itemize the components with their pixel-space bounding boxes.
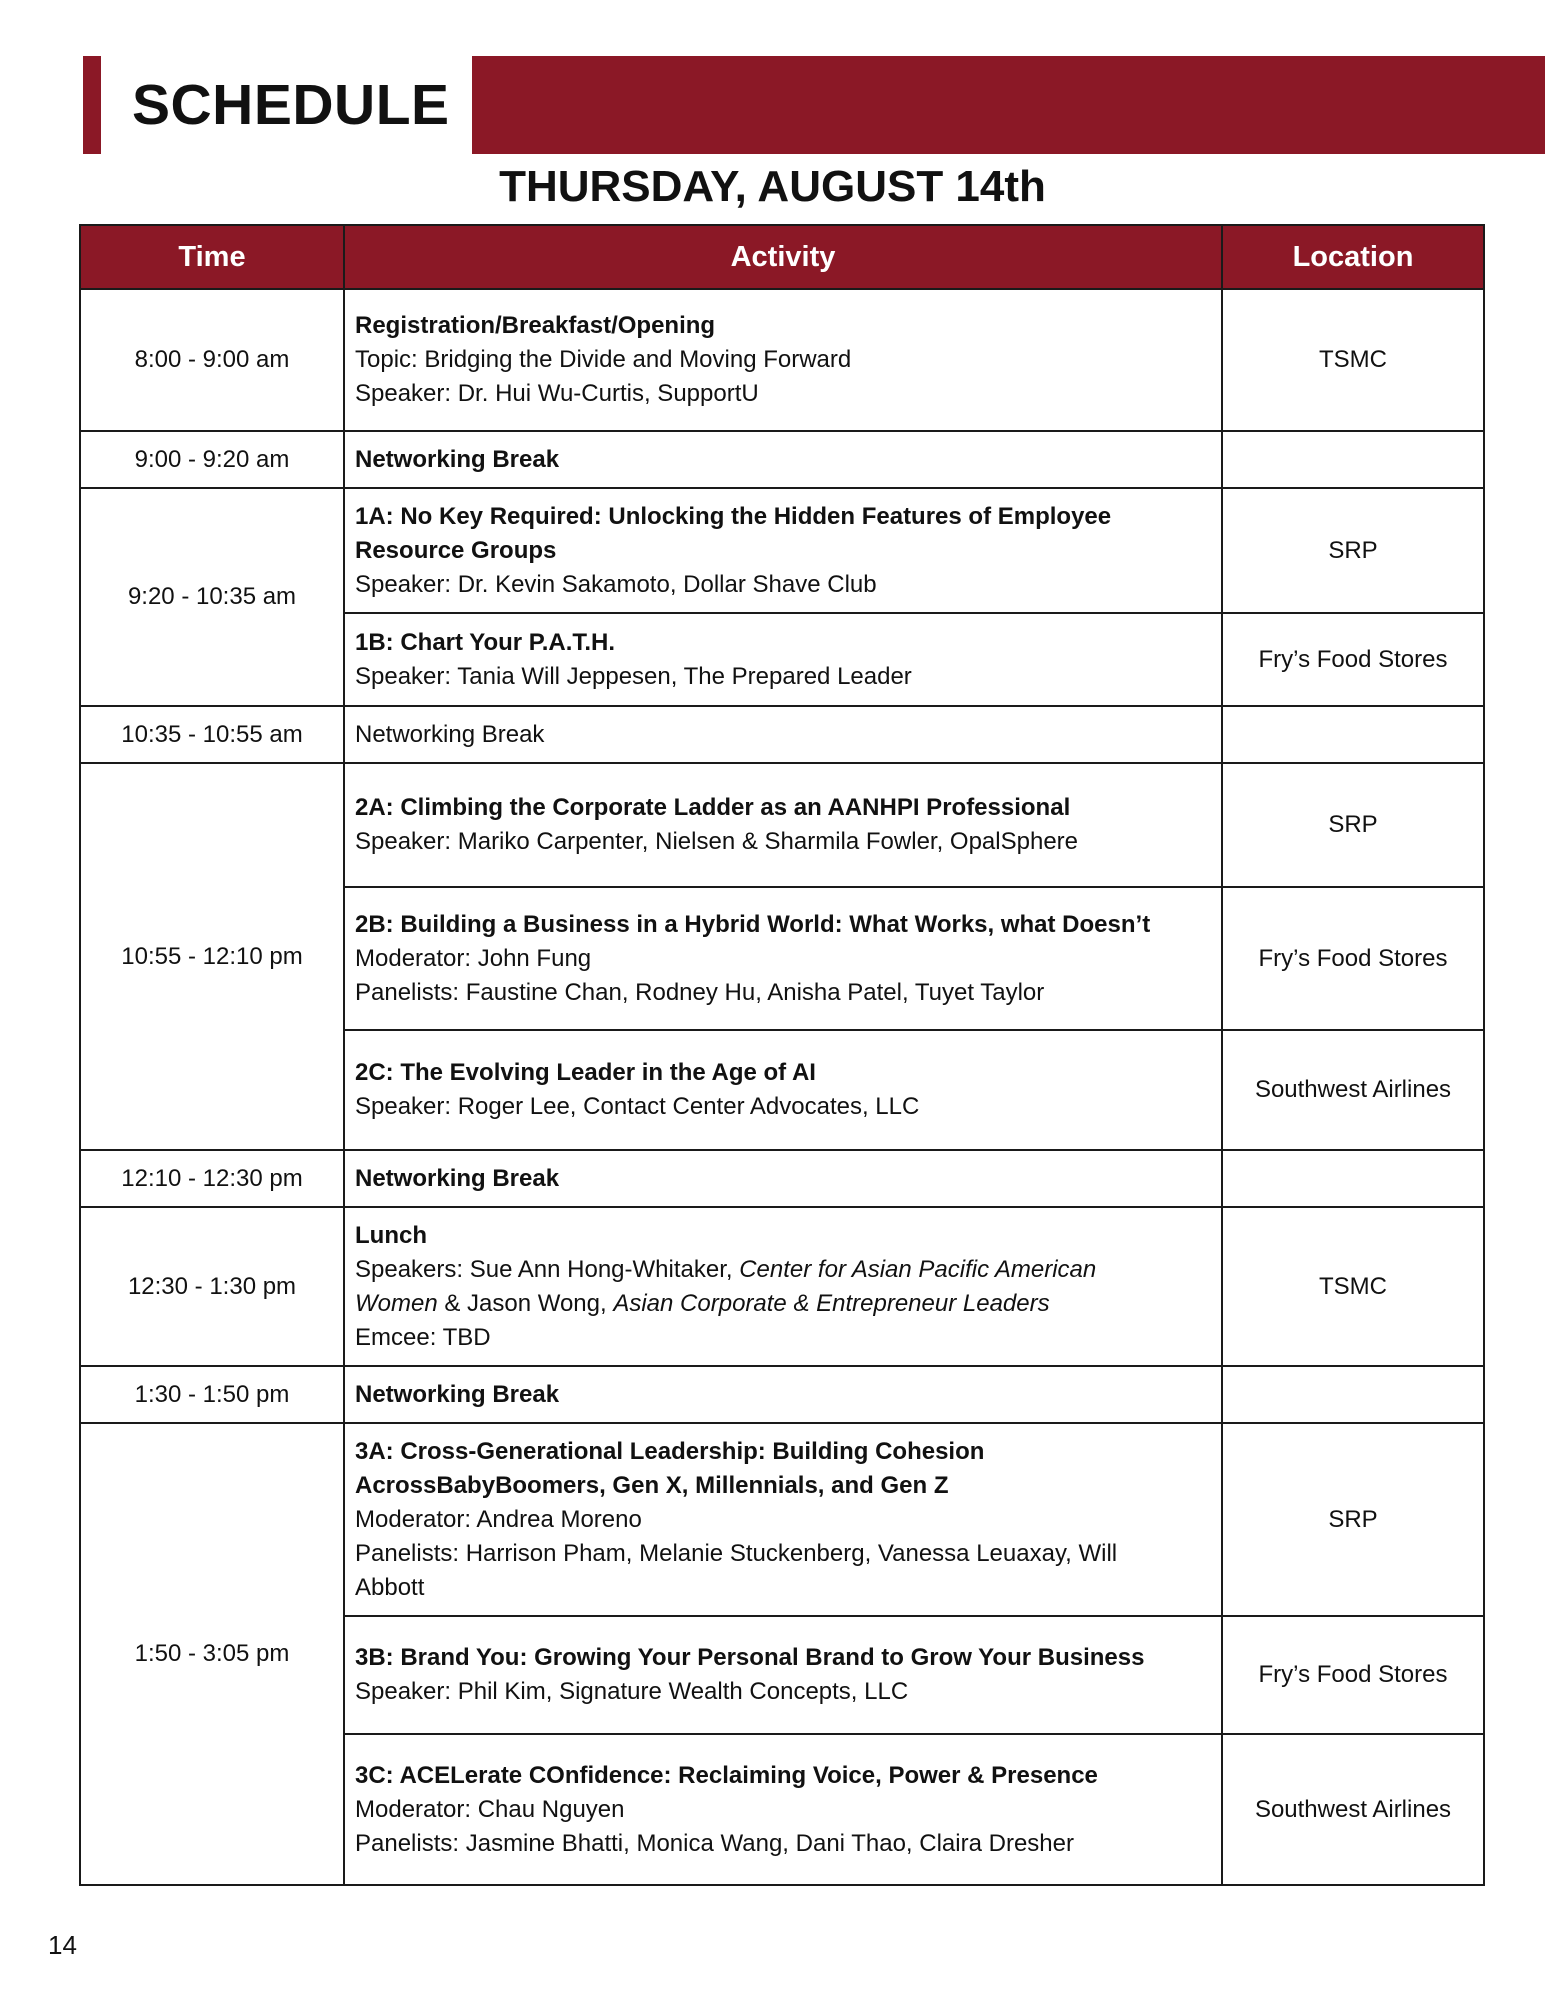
table-row (80, 1150, 1484, 1207)
location-cell: SRP (1222, 1423, 1484, 1616)
location-cell: Southwest Airlines (1222, 1734, 1484, 1885)
time-cell: 10:35 - 10:55 am (80, 706, 344, 763)
table-header-row (80, 225, 1484, 289)
time-cell: 1:50 - 3:05 pm (80, 1423, 344, 1885)
organization-name: Women (355, 1289, 438, 1317)
location-cell: Fry’s Food Stores (1222, 887, 1484, 1030)
location-cell: Fry’s Food Stores (1222, 613, 1484, 706)
day-heading: THURSDAY, AUGUST 14th (499, 162, 1046, 211)
time-cell: 12:30 - 1:30 pm (80, 1207, 344, 1366)
activity-detail: Speaker: Dr. Kevin Sakamoto, Dollar Shave Club (355, 570, 877, 598)
location-cell: TSMC (1222, 1207, 1484, 1366)
activity-title: Resource Groups (355, 536, 557, 564)
table-row (80, 1207, 1484, 1366)
activity-cell (344, 1616, 1222, 1734)
activity-detail: Panelists: Jasmine Bhatti, Monica Wang, Dani Thao, Claira Dresher (355, 1829, 1074, 1857)
location-cell (1222, 431, 1484, 488)
activity-detail: Speaker: Mariko Carpenter, Nielsen & Sharmila Fowler, OpalSphere (355, 828, 1078, 855)
time-cell: 1:30 - 1:50 pm (80, 1366, 344, 1423)
activity-cell: Networking Break (344, 1150, 1222, 1207)
column-header-location: Location (1222, 225, 1484, 289)
location-cell: Fry’s Food Stores (1222, 1616, 1484, 1734)
table-row (80, 763, 1484, 887)
activity-title: 2A: Climbing the Corporate Ladder as an AANHPI Professional (355, 794, 1071, 821)
time-cell: 12:10 - 12:30 pm (80, 1150, 344, 1207)
activity-detail: Topic: Bridging the Divide and Moving Forward (355, 346, 852, 373)
activity-detail: Moderator: Andrea Moreno (355, 1505, 642, 1533)
activity-detail: Speaker: Roger Lee, Contact Center Advocates, LLC (355, 1093, 920, 1120)
activity-detail (355, 1287, 1211, 1321)
activity-cell (344, 887, 1222, 1030)
activity-cell: Networking Break (344, 1366, 1222, 1423)
time-cell: 10:55 - 12:10 pm (80, 763, 344, 1150)
activity-cell (344, 1207, 1222, 1366)
activity-cell (344, 1423, 1222, 1616)
activity-cell (344, 488, 1222, 613)
table-row (80, 706, 1484, 763)
table-row (80, 1423, 1484, 1616)
activity-title: 1A: No Key Required: Unlocking the Hidden Features of Employee (355, 502, 1112, 530)
schedule-table (79, 224, 1485, 1886)
location-cell (1222, 1366, 1484, 1423)
activity-detail: Abbott (355, 1573, 425, 1601)
activity-cell (344, 1734, 1222, 1885)
activity-title: 2C: The Evolving Leader in the Age of AI (355, 1059, 816, 1086)
speakers-text: Speakers: Sue Ann Hong-Whitaker, (355, 1255, 740, 1283)
activity-cell: Networking Break (344, 706, 1222, 763)
location-cell (1222, 706, 1484, 763)
activity-title: Registration/Breakfast/Opening (355, 312, 716, 339)
header-accent-bar (83, 56, 101, 154)
table-row (80, 1366, 1484, 1423)
activity-title: 1B: Chart Your P.A.T.H. (355, 628, 616, 656)
time-cell: 9:00 - 9:20 am (80, 431, 344, 488)
location-cell: SRP (1222, 488, 1484, 613)
activity-detail: Moderator: Chau Nguyen (355, 1795, 625, 1823)
table-row (80, 289, 1484, 431)
activity-cell: Networking Break (344, 431, 1222, 488)
activity-detail (355, 1253, 1211, 1287)
activity-title: AcrossBabyBoomers, Gen X, Millennials, and Gen Z (355, 1471, 949, 1499)
activity-detail: Panelists: Harrison Pham, Melanie Stuckenberg, Vanessa Leuaxay, Will (355, 1539, 1118, 1567)
activity-cell (344, 289, 1222, 431)
activity-detail: Speaker: Tania Will Jeppesen, The Prepared Leader (355, 662, 912, 690)
column-header-activity: Activity (344, 225, 1222, 289)
organization-name: Center for Asian Pacific American (739, 1255, 1097, 1283)
activity-cell (344, 1030, 1222, 1150)
organization-name: Asian Corporate & Entrepreneur Leaders (613, 1289, 1050, 1317)
activity-cell (344, 763, 1222, 887)
activity-title: 3A: Cross-Generational Leadership: Building Cohesion (355, 1437, 985, 1465)
table-row (80, 431, 1484, 488)
time-cell: 8:00 - 9:00 am (80, 289, 344, 431)
speakers-text: & Jason Wong, (437, 1289, 614, 1317)
activity-cell (344, 613, 1222, 706)
activity-detail: Speaker: Phil Kim, Signature Wealth Concepts, LLC (355, 1678, 909, 1705)
activity-title: 2B: Building a Business in a Hybrid World: What Works, what Doesn’t (355, 910, 1151, 938)
location-cell: SRP (1222, 763, 1484, 887)
location-cell: Southwest Airlines (1222, 1030, 1484, 1150)
location-cell (1222, 1150, 1484, 1207)
page-number: 14 (48, 1930, 77, 1960)
activity-detail: Speaker: Dr. Hui Wu-Curtis, SupportU (355, 380, 759, 407)
page-title: SCHEDULE (132, 73, 450, 137)
activity-title: 3C: ACELerate COnfidence: Reclaiming Voice, Power & Presence (355, 1761, 1098, 1789)
header-banner (472, 56, 1545, 154)
time-cell: 9:20 - 10:35 am (80, 488, 344, 706)
column-header-time: Time (80, 225, 344, 289)
table-row (80, 488, 1484, 613)
activity-title: Lunch (355, 1221, 427, 1249)
activity-detail: Panelists: Faustine Chan, Rodney Hu, Anisha Patel, Tuyet Taylor (355, 978, 1045, 1006)
activity-detail: Emcee: TBD (355, 1323, 491, 1351)
activity-title: 3B: Brand You: Growing Your Personal Brand to Grow Your Business (355, 1644, 1145, 1671)
location-cell: TSMC (1222, 289, 1484, 431)
activity-detail: Moderator: John Fung (355, 944, 592, 972)
